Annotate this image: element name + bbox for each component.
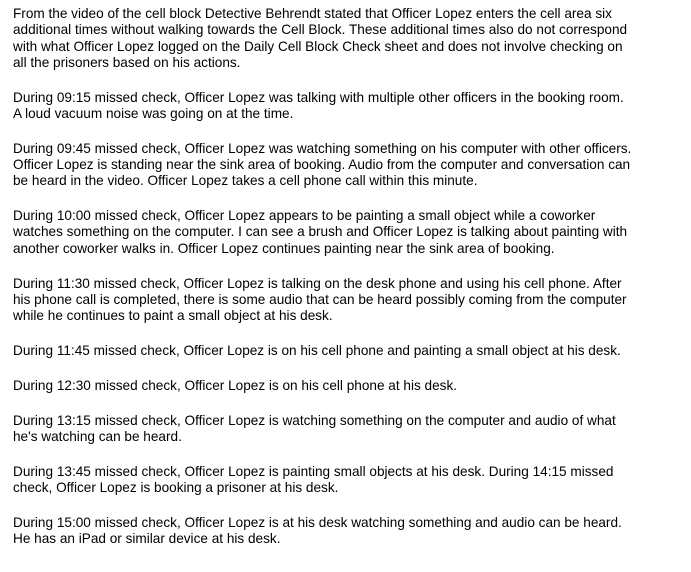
text-line: During 11:45 missed check, Officer Lopez is on his cell phone and painting a small object at his desk. [13,342,621,358]
text-line: During 13:45 missed check, Officer Lopez is painting small objects at his desk. During 14:15 missed [13,463,614,479]
text-line: He has an iPad or similar device at his desk. [13,531,281,547]
text-line: another coworker walks in. Officer Lopez continues painting near the sink area of booking. [13,240,555,256]
text-line: During 09:15 missed check, Officer Lopez was talking with multiple other officers in the booking room. [13,89,624,105]
text-line: while he continues to paint a small object at his desk. [13,308,333,324]
text-line: with what Officer Lopez logged on the Daily Cell Block Check sheet and does not involve checking on [13,38,623,54]
text-line: During 13:15 missed check, Officer Lopez is watching something on the computer and audio of what [13,412,616,428]
paragraph [13,141,691,190]
text-line: be heard in the video. Officer Lopez takes a cell phone call within this minute. [13,173,478,189]
text-line: additional times without walking towards the Cell Block. These additional times also do not correspond [13,22,628,38]
text-line: From the video of the cell block Detective Behrendt stated that Officer Lopez enters the cell area six [13,6,612,21]
text-line: Officer Lopez is standing near the sink area of booking. Audio from the computer and conversation can [13,157,631,173]
paragraph [13,276,691,325]
text-line: check, Officer Lopez is booking a prisoner at his desk. [13,479,339,495]
paragraph [13,6,691,71]
paragraph [13,413,691,446]
text-line: A loud vacuum noise was going on at the time. [13,105,294,121]
paragraph [13,343,691,359]
paragraph [13,208,691,257]
text-line: all the prisoners based on his actions. [13,54,241,70]
text-line: watches something on the computer. I can see a brush and Officer Lopez is talking about painting with [13,224,628,240]
text-line: his phone call is completed, there is some audio that can be heard possibly coming from the computer [13,291,627,307]
paragraph [13,515,691,548]
paragraph [13,90,691,123]
paragraph [13,378,691,394]
text-line: During 12:30 missed check, Officer Lopez is on his cell phone at his desk. [13,377,458,393]
text-line: During 10:00 missed check, Officer Lopez appears to be painting a small object while a coworker [13,208,596,224]
text-line: During 11:30 missed check, Officer Lopez is talking on the desk phone and using his cell phone. After [13,275,622,291]
text-line: During 09:45 missed check, Officer Lopez was watching something on his computer with other officers. [13,140,632,156]
paragraph [13,464,691,497]
text-line: he's watching can be heard. [13,428,182,444]
text-line: During 15:00 missed check, Officer Lopez is at his desk watching something and audio can be heard. [13,514,622,530]
